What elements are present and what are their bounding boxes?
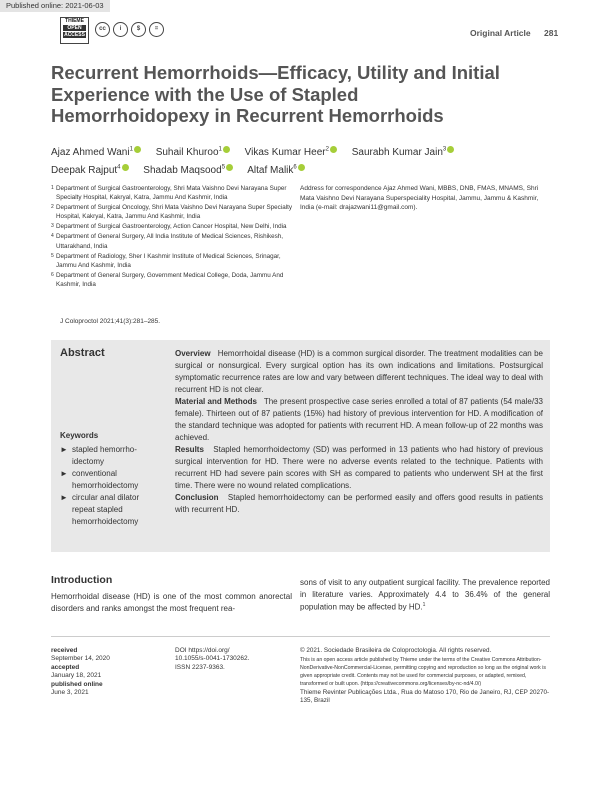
orcid-icon <box>134 146 141 153</box>
affiliation: 1 Department of Surgical Gastroenterology, Shri Mata Vaishno Devi Narayana Super Specialty Hospital, Kakryal, Katra, Jammu And Kashmir, India <box>51 185 287 202</box>
introduction-text-left: Hemorrhoidal disease (HD) is one of the most common anorectal disorders and ranks amongst the most frequent rea- <box>51 592 292 613</box>
keyword-item[interactable]: ► stapled hemorrhoidectomy <box>60 445 137 466</box>
article-type: Original Article <box>470 28 531 38</box>
bullet-icon: ► <box>60 469 68 478</box>
author[interactable]: Ajaz Ahmed Wani$^1$ <box>51 147 141 158</box>
author[interactable]: Altaf Malik$^6$ <box>247 165 304 176</box>
published-online-banner: Published online: 2021-06-03 <box>0 0 110 12</box>
introduction-text-right: sons of visit to any outpatient surgical facility. The prevalence reported in literature varies. Approximately 4.4 to 36.4% of the general population may be affected by HD.$^1$ <box>300 578 550 612</box>
orcid-icon <box>447 146 454 153</box>
orcid-icon <box>223 146 230 153</box>
correspondence-address <box>300 184 552 213</box>
orcid-icon <box>298 164 305 171</box>
author[interactable]: Vikas Kumar Heer$^2$ <box>245 147 337 158</box>
nd-icon: = <box>149 22 164 37</box>
affiliation: 6 Department of General Surgery, Government Medical College, Doda, Jammu And Kashmir, India <box>51 271 284 288</box>
doi-link[interactable]: DOI https://doi.org/ <box>175 647 230 654</box>
logo-line-2: OPEN <box>63 25 86 31</box>
orcid-icon <box>122 164 129 171</box>
abstract-section-results: Results Stapled hemorrhoidectomy (SD) was performed in 13 patients who had history of previous surgical intervention for HD. There were no adverse events related to the technique. Patients with recurrent HD had severe pain scores with SH as compared to patients who underwent SH at the first time. There were no wound related complications. <box>175 445 543 490</box>
affiliation: 4 Department of General Surgery, All India Institute of Medical Sciences, Rishikesh, Uttarakhand, India <box>51 233 284 250</box>
abstract-section-conclusion: Conclusion Stapled hemorrhoidectomy can be performed easily and offers good results in patients with recurrent HD. <box>175 493 543 514</box>
page-number: 281 <box>544 28 559 38</box>
introduction-heading: Introduction <box>51 574 113 586</box>
cc-icon: cc <box>95 22 110 37</box>
correspondence-text: Ajaz Ahmed Wani, MBBS, DNB, FMAS, MNAMS, Shri Mata Vaishno Devi Narayana Superspeciality Hospital, Jammu, Jammu & Kashmir, India (e-mail: drajazwani11@gmail.com). <box>300 185 539 211</box>
keywords-heading: Keywords <box>60 431 99 440</box>
abstract-section-methods: Material and Methods The present prospective case series enrolled a total of 87 patients (54 male/33 female). Thirteen out of 87 patients (15%) had history of previous intervention for HD. A modification of the standard technique was adopted for patients with recurrent HD. A mean follow-up of 22 months was achieved. <box>175 397 544 442</box>
keywords-list <box>60 444 160 528</box>
logo-line-1: THIEME <box>65 18 84 24</box>
by-icon: i <box>113 22 128 37</box>
open-access-text: This is an open access article published by Thieme under the terms of the Creative Commons Attribution-NonDerivative-NonCommercial-License, permitting copying and reproduction so long as the original work is given appropriate credit. Contents may not be used for commercial purposes, or adapted, remixed, transformed or built upon. (https://creativecommons.org/licenses/by-nc-nd/4.0/) <box>300 656 546 688</box>
citation-ref[interactable]: 1 <box>422 602 426 608</box>
bullet-icon: ► <box>60 493 68 502</box>
author-list <box>51 143 551 178</box>
article-title: Recurrent Hemorrhoids—Efficacy, Utility and Initial Experience with the Use of Stapled Hemorrhoidopexy in Recurrent Hemorrhoids <box>51 62 500 126</box>
article-dates: received September 14, 2020 accepted January 18, 2021 published online June 3, 2021 <box>51 647 110 697</box>
nc-icon: $ <box>131 22 146 37</box>
journal-citation: J Coloproctol 2021;41(3):281–285. <box>60 318 161 325</box>
copyright-text: © 2021. Sociedade Brasileira de Coloproctologia. All rights reserved. <box>300 647 492 654</box>
creative-commons-badges[interactable] <box>95 22 164 37</box>
footer-divider <box>51 636 550 637</box>
license-info <box>300 647 555 706</box>
publisher-address: Thieme Revinter Publicações Ltda., Rua do Matoso 170, Rio de Janeiro, RJ, CEP 20270-135, Brazil <box>300 688 550 705</box>
bullet-icon: ► <box>60 445 68 454</box>
logo-line-3: ACCESS <box>64 32 85 38</box>
author[interactable]: Shadab Maqsood$^5$ <box>143 165 233 176</box>
orcid-icon <box>226 164 233 171</box>
thieme-open-access-logo[interactable] <box>60 17 89 44</box>
abstract-section-overview: Overview Hemorrhoidal disease (HD) is a common surgical disorder. The treatment modalities can be surgical or nonsurgical. Every surgical option has its own indications and limitations. Postsurgical symptomatic recurrence rates are low and vary between different techniques. The ideal way to deal with recurrent HD is not clear. <box>175 349 543 394</box>
affiliation: 2 Department of Surgical Oncology, Shri Mata Vaishno Devi Narayana Super Specialty Hospital, Kakryal, Katra, Jammu And Kashmir, India <box>51 204 293 221</box>
author[interactable]: Saurabh Kumar Jain$^3$ <box>352 147 455 158</box>
abstract-body <box>175 348 543 516</box>
affiliations <box>51 184 296 290</box>
abstract-heading: Abstract <box>60 347 105 359</box>
correspondence-label: Address for correspondence <box>300 185 382 192</box>
keyword-item[interactable]: ► conventional hemorrhoidectomy <box>60 469 139 490</box>
keyword-item[interactable]: ► circular anal dilator repeat stapled hemorrhoidectomy <box>60 493 140 526</box>
author[interactable]: Suhail Khuroo$^1$ <box>156 147 230 158</box>
affiliation: 5 Department of Radiology, Sher I Kashmir Institute of Medical Sciences, Srinagar, Jammu And Kashmir, India <box>51 252 281 269</box>
affiliation: 3 Department of Surgical Gastroenterology, Action Cancer Hospital, New Delhi, India <box>51 223 287 231</box>
doi-issn: DOI https://doi.org/ 10.1055/s-0041-1730262. ISSN 2237-9363. <box>175 647 295 672</box>
orcid-icon <box>330 146 337 153</box>
author[interactable]: Deepak Rajput$^4$ <box>51 165 129 176</box>
